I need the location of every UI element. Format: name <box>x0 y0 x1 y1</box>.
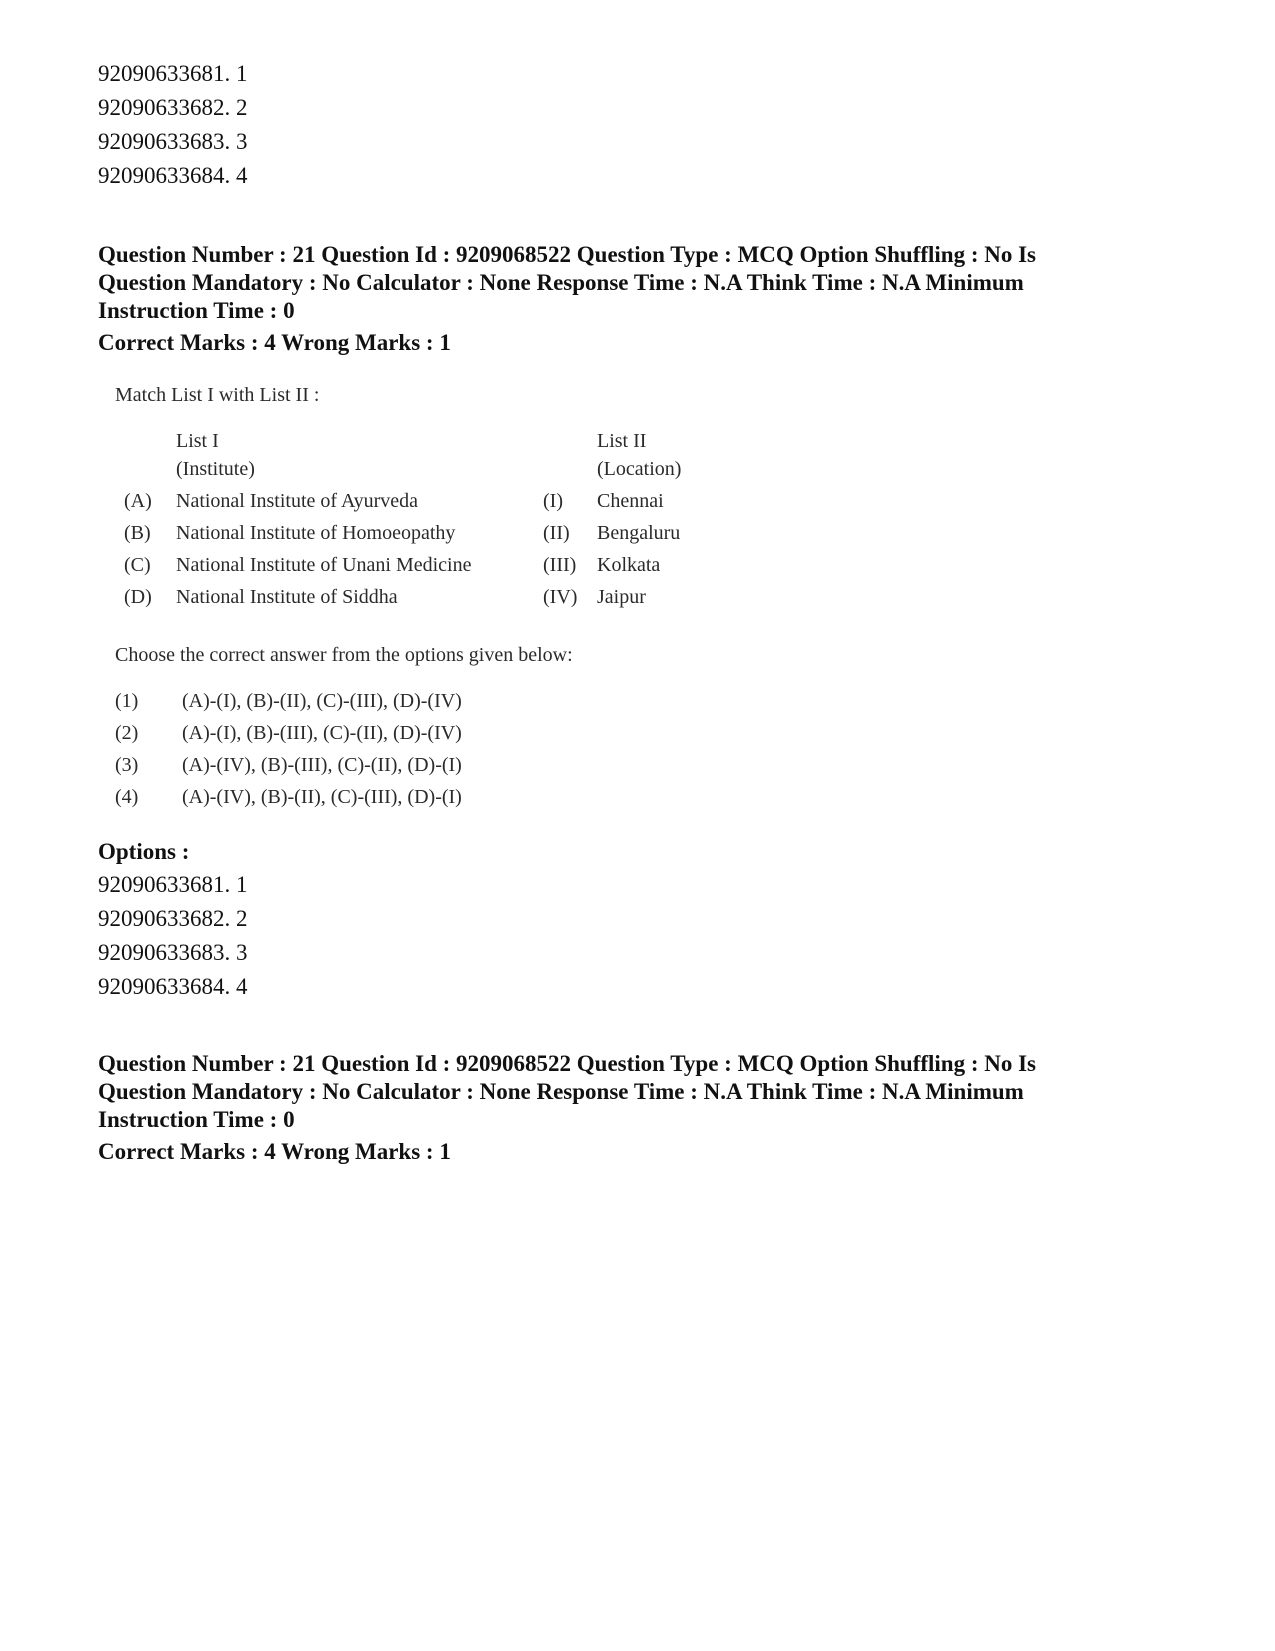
row-label: (C) <box>124 554 151 576</box>
answer-number: (2) <box>115 722 139 744</box>
row-label: (D) <box>124 586 152 608</box>
option-line: 92090633682. 2 <box>98 906 248 931</box>
row-institute: National Institute of Siddha <box>176 586 398 608</box>
question-header-line: Question Mandatory : No Calculator : None Response Time : N.A Think Time : N.A Minimum <box>98 270 1024 295</box>
match-instruction: Match List I with List II : <box>115 384 320 406</box>
row-location: Bengaluru <box>597 522 681 544</box>
choose-instruction: Choose the correct answer from the options given below: <box>115 644 573 666</box>
question-header-line: Question Number : 21 Question Id : 9209068522 Question Type : MCQ Option Shuffling : No Is <box>98 242 1037 267</box>
row-institute: National Institute of Ayurveda <box>176 490 418 512</box>
answer-number: (1) <box>115 690 139 712</box>
option-line: 92090633683. 3 <box>98 940 248 965</box>
row-number: (I) <box>543 490 563 512</box>
row-institute: National Institute of Unani Medicine <box>176 554 472 576</box>
answer-text: (A)-(I), (B)-(III), (C)-(II), (D)-(IV) <box>182 722 462 744</box>
option-line: 92090633682. 2 <box>98 95 248 120</box>
row-number: (II) <box>543 522 570 544</box>
question-header <box>98 1050 1188 1134</box>
question-marks: Correct Marks : 4 Wrong Marks : 1 <box>98 330 451 355</box>
question-header-line: Question Mandatory : No Calculator : None Response Time : N.A Think Time : N.A Minimum <box>98 1079 1024 1104</box>
row-institute: National Institute of Homoeopathy <box>176 522 456 544</box>
option-line: 92090633683. 3 <box>98 129 248 154</box>
question-header <box>98 241 1188 325</box>
question-image <box>110 384 730 824</box>
list2-subtitle: (Location) <box>597 458 682 480</box>
option-line: 92090633684. 4 <box>98 163 248 188</box>
answer-number: (4) <box>115 786 139 808</box>
answer-text: (A)-(IV), (B)-(II), (C)-(III), (D)-(I) <box>182 786 462 808</box>
row-location: Kolkata <box>597 554 661 576</box>
question-header-line: Instruction Time : 0 <box>98 298 295 323</box>
option-line: 92090633681. 1 <box>98 61 248 86</box>
options-label: Options : <box>98 839 190 864</box>
answer-text: (A)-(IV), (B)-(III), (C)-(II), (D)-(I) <box>182 754 462 776</box>
previous-options-list <box>98 57 248 193</box>
question-header-line: Instruction Time : 0 <box>98 1107 295 1132</box>
row-label: (B) <box>124 522 151 544</box>
row-label: (A) <box>124 490 152 512</box>
list1-title: List I <box>176 430 219 452</box>
options-list <box>98 868 248 1004</box>
question-marks: Correct Marks : 4 Wrong Marks : 1 <box>98 1139 451 1164</box>
question-header-line: Question Number : 21 Question Id : 9209068522 Question Type : MCQ Option Shuffling : No Is <box>98 1051 1037 1076</box>
row-number: (III) <box>543 554 577 576</box>
row-location: Jaipur <box>597 586 646 608</box>
answer-text: (A)-(I), (B)-(II), (C)-(III), (D)-(IV) <box>182 690 462 712</box>
row-location: Chennai <box>597 490 664 512</box>
list2-title: List II <box>597 430 647 452</box>
answer-number: (3) <box>115 754 139 776</box>
option-line: 92090633681. 1 <box>98 872 248 897</box>
row-number: (IV) <box>543 586 578 608</box>
list1-subtitle: (Institute) <box>176 458 255 480</box>
option-line: 92090633684. 4 <box>98 974 248 999</box>
